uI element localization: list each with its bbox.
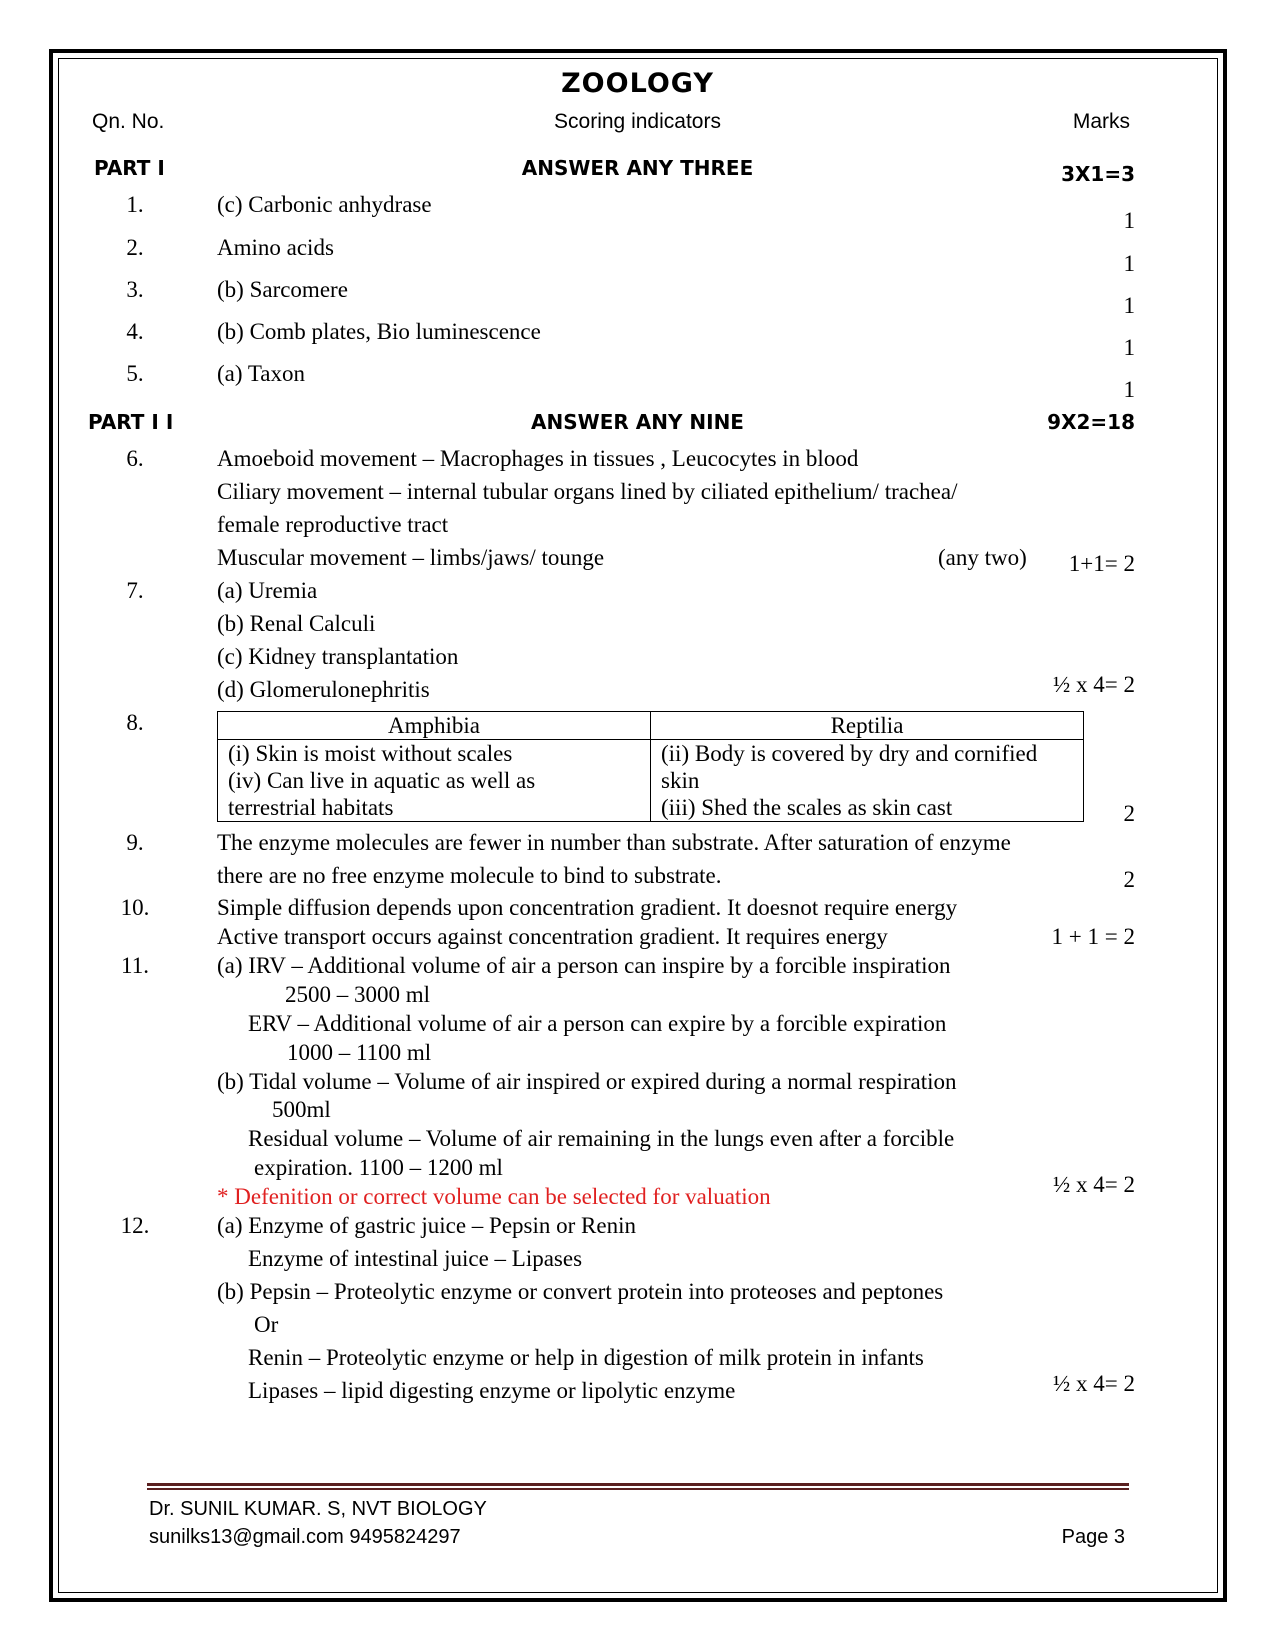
answer-mark: 1 — [1123, 293, 1135, 318]
answer-line: Amoeboid movement – Macrophages in tissues , Leucocytes in blood — [217, 446, 859, 471]
valuation-note: * Defenition or correct volume can be selected for valuation — [217, 1184, 771, 1209]
answer-line: Residual volume – Volume of air remaining in the lungs even after a forcible — [248, 1126, 955, 1151]
answer-line: 1000 – 1100 ml — [287, 1040, 432, 1065]
answer-mark: 1 — [1123, 335, 1135, 360]
question-number: 7. — [126, 578, 144, 603]
page-title: ZOOLOGY — [561, 68, 714, 99]
answer-text: (a) Taxon — [217, 361, 306, 386]
answer-line: (b) Tidal volume – Volume of air inspired or expired during a normal respiration — [217, 1069, 957, 1094]
answer-line: ERV – Additional volume of air a person can expire by a forcible expiration — [248, 1011, 947, 1036]
table-header-amphibia: Amphibia — [218, 712, 651, 740]
table-cell-amphibia — [218, 740, 651, 822]
answer-mark: 1 — [1123, 251, 1135, 276]
question-number: 4. — [126, 319, 144, 344]
table-line: terrestrial habitats — [228, 795, 394, 820]
table-line: (ii) Body is covered by dry and cornified skin — [661, 741, 1038, 793]
answer-line: Active transport occurs against concentration gradient. It requires energy — [217, 924, 888, 949]
column-header-marks: Marks — [1072, 110, 1130, 133]
answer-mark: 1 — [1123, 377, 1135, 402]
answer-mark: 1+1= 2 — [1068, 551, 1135, 576]
answer-mark: ½ x 4= 2 — [1053, 672, 1135, 697]
table-line: (iii) Shed the scales as skin cast — [661, 795, 953, 820]
footer-divider — [147, 1488, 1129, 1490]
answer-line: 500ml — [272, 1097, 331, 1122]
question-number: 2. — [126, 235, 144, 260]
answer-line: (a) Enzyme of gastric juice – Pepsin or Renin — [217, 1213, 636, 1238]
answer-text: (b) Comb plates, Bio luminescence — [217, 319, 541, 344]
answer-line: (a) Uremia — [217, 578, 318, 603]
answer-line: 2500 – 3000 ml — [285, 982, 431, 1007]
question-number: 10. — [120, 895, 150, 920]
answer-line: (b) Renal Calculi — [217, 611, 376, 636]
answer-line: Ciliary movement – internal tubular organs lined by ciliated epithelium/ trachea/ — [217, 479, 958, 504]
answer-line: Lipases – lipid digesting enzyme or lipolytic enzyme — [248, 1378, 736, 1403]
page-number: Page 3 — [1061, 1526, 1125, 1548]
answer-mark: ½ x 4= 2 — [1053, 1371, 1135, 1396]
part-2-instruction: ANSWER ANY NINE — [531, 410, 744, 434]
part-1-instruction: ANSWER ANY THREE — [521, 156, 754, 180]
question-number: 5. — [126, 361, 144, 386]
answer-line: Muscular movement – limbs/jaws/ tounge — [217, 545, 605, 570]
answer-line: Enzyme of intestinal juice – Lipases — [248, 1246, 583, 1271]
question-number: 9. — [126, 830, 144, 855]
answer-line: (a) IRV – Additional volume of air a person can inspire by a forcible inspiration — [217, 953, 951, 978]
part-1-label: PART I — [94, 156, 165, 180]
comparison-table — [217, 711, 1084, 822]
answer-mark: 1 — [1123, 208, 1135, 233]
column-header-qn: Qn. No. — [92, 110, 165, 133]
answer-text: (c) Carbonic anhydrase — [217, 192, 432, 217]
answer-line: Simple diffusion depends upon concentration gradient. It doesnot require energy — [217, 895, 958, 920]
answer-line: The enzyme molecules are fewer in number than substrate. After saturation of enzyme — [217, 830, 1011, 855]
answer-line: Renin – Proteolytic enzyme or help in digestion of milk protein in infants — [248, 1345, 924, 1370]
answer-mark: 2 — [1123, 867, 1135, 892]
question-number: 11. — [121, 953, 149, 978]
answer-mark: 1 + 1 = 2 — [1051, 924, 1135, 949]
answer-line: there are no free enzyme molecule to bind to substrate. — [217, 863, 722, 888]
footer-author: Dr. SUNIL KUMAR. S, NVT BIOLOGY — [149, 1498, 487, 1520]
table-line: (iv) Can live in aquatic as well as — [228, 768, 536, 793]
question-number: 12. — [120, 1213, 150, 1238]
column-header-scoring: Scoring indicators — [554, 110, 721, 133]
answer-mark: 2 — [1123, 801, 1135, 826]
footer-contact: sunilks13@gmail.com 9495824297 — [149, 1526, 461, 1548]
answer-line: expiration. 1100 – 1200 ml — [254, 1155, 503, 1180]
question-number: 1. — [126, 192, 144, 217]
part-2-marks: 9X2=18 — [1047, 410, 1135, 434]
part-1-marks: 3X1=3 — [1061, 162, 1135, 186]
answer-line: female reproductive tract — [217, 512, 449, 537]
answer-line: Or — [254, 1312, 279, 1337]
question-number: 8. — [126, 710, 144, 735]
answer-text: Amino acids — [217, 235, 334, 260]
question-number: 6. — [126, 446, 144, 471]
table-line: (i) Skin is moist without scales — [228, 741, 513, 766]
table-cell-reptilia — [651, 740, 1084, 822]
answer-mark: ½ x 4= 2 — [1053, 1172, 1135, 1197]
question-number: 3. — [126, 277, 144, 302]
answer-line: (d) Glomerulonephritis — [217, 677, 430, 702]
answer-note: (any two) — [938, 545, 1027, 570]
answer-text: (b) Sarcomere — [217, 277, 348, 302]
footer-divider — [147, 1483, 1129, 1486]
answer-line: (b) Pepsin – Proteolytic enzyme or convert protein into proteoses and peptones — [217, 1279, 944, 1304]
table-header-reptilia: Reptilia — [651, 712, 1084, 740]
answer-line: (c) Kidney transplantation — [217, 644, 459, 669]
part-2-label: PART I I — [88, 410, 174, 434]
